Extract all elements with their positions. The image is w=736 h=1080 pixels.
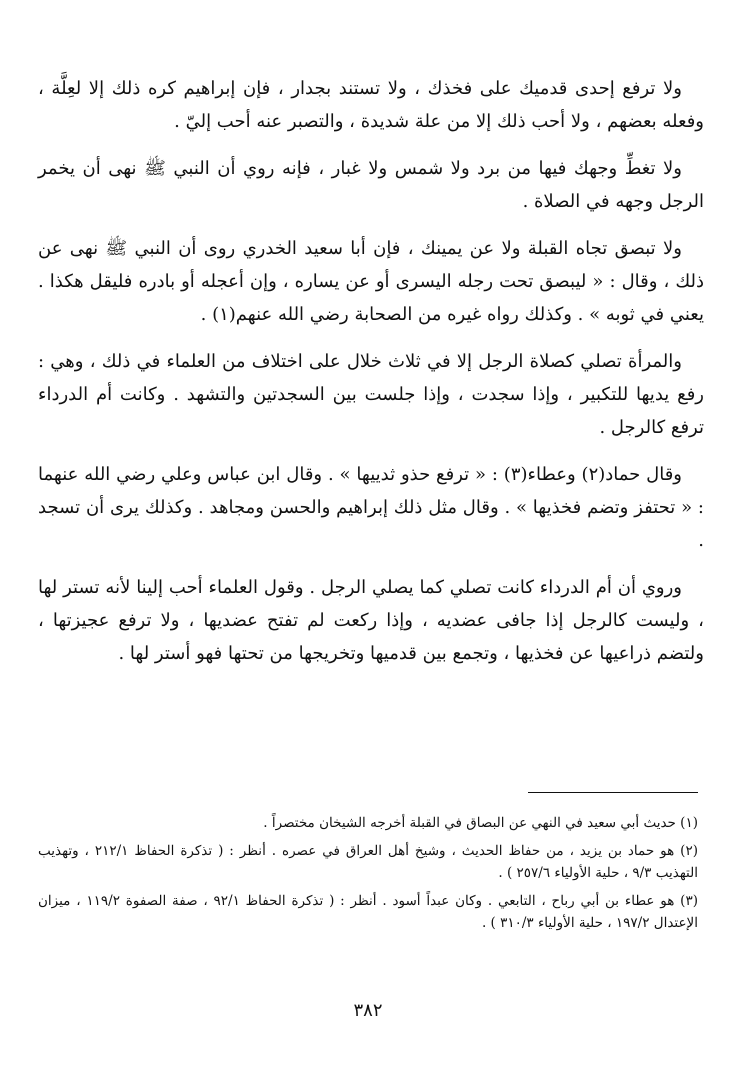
paragraph-3: ولا تبصق تجاه القبلة ولا عن يمينك ، فإن أبا سعيد الخدري روى أن النبي ﷺ نهى عن ذلك ، وقال : « ليبصق تحت رجله اليسرى أو عن يساره ، وإن أعجله أو بادره فليقل هكذا . يعني في ثوبه » . وكذلك رواه غيره من الصحابة رضي الله عنهم(١) . <box>38 238 704 325</box>
main-text <box>38 72 704 684</box>
footnote-2: (٢) هو حماد بن يزيد ، من حفاظ الحديث ، وشيخ أهل العراق في عصره . أنظر : ( تذكرة الحفاظ ٢١٢/١ ، وتهذيب التهذيب ٩/٣ ، حلية الأولياء ٢٥٧/٦ ) . <box>38 843 698 881</box>
paragraph-2: ولا تغطِّ وجهك فيها من برد ولا شمس ولا غبار ، فإنه روي أن النبي ﷺ نهى أن يخمر الرجل وجهه في الصلاة . <box>38 158 704 212</box>
paragraph-4: والمرأة تصلي كصلاة الرجل إلا في ثلاث خلال على اختلاف من العلماء في ذلك ، وهي : رفع يديها للتكبير ، وإذا سجدت ، وإذا جلست بين السجدتين والتشهد . وكانت أم الدرداء ترفع كالرجل . <box>38 351 704 438</box>
paragraph-5: وقال حماد(٢) وعطاء(٣) : « ترفع حذو ثدييها » . وقال ابن عباس وعلي رضي الله عنهما : « تحتفز وتضم فخذيها » . وقال مثل ذلك إبراهيم والحسن ومجاهد . وكذلك يرى أن تسجد . <box>38 464 704 551</box>
footnote-separator <box>528 792 698 793</box>
paragraph-6: وروي أن أم الدرداء كانت تصلي كما يصلي الرجل . وقول العلماء أحب إلينا لأنه تستر لها ، وليست كالرجل إذا جافى عضديه ، وإذا ركعت لم تفتح عضديها ، ولا ترفع عجيزتها ، ولتضم ذراعيها عن فخذيها ، وتجمع بين قدميها وتخريجها من تحتها فهو أستر لها . <box>38 577 704 664</box>
footnote-1: (١) حديث أبي سعيد في النهي عن البصاق في القبلة أخرجه الشيخان مختصراً . <box>263 815 698 831</box>
footnotes <box>38 812 698 940</box>
paragraph-1: ولا ترفع إحدى قدميك على فخذك ، ولا تستند بجدار ، فإن إبراهيم كره ذلك إلا لعِلَّة ، وفعله بعضهم ، ولا أحب ذلك إلا من علة شديدة ، والتصبر عنه أحب إليّ . <box>38 78 704 132</box>
page-number: ٣٨٢ <box>353 1000 383 1021</box>
footnote-3: (٣) هو عطاء بن أبي رباح ، التابعي . وكان عبداً أسود . أنظر : ( تذكرة الحفاظ ٩٢/١ ، صفة الصفوة ١١٩/٢ ، ميزان الإعتدال ١٩٧/٢ ، حلية الأولياء ٣١٠/٣ ) . <box>38 893 698 931</box>
